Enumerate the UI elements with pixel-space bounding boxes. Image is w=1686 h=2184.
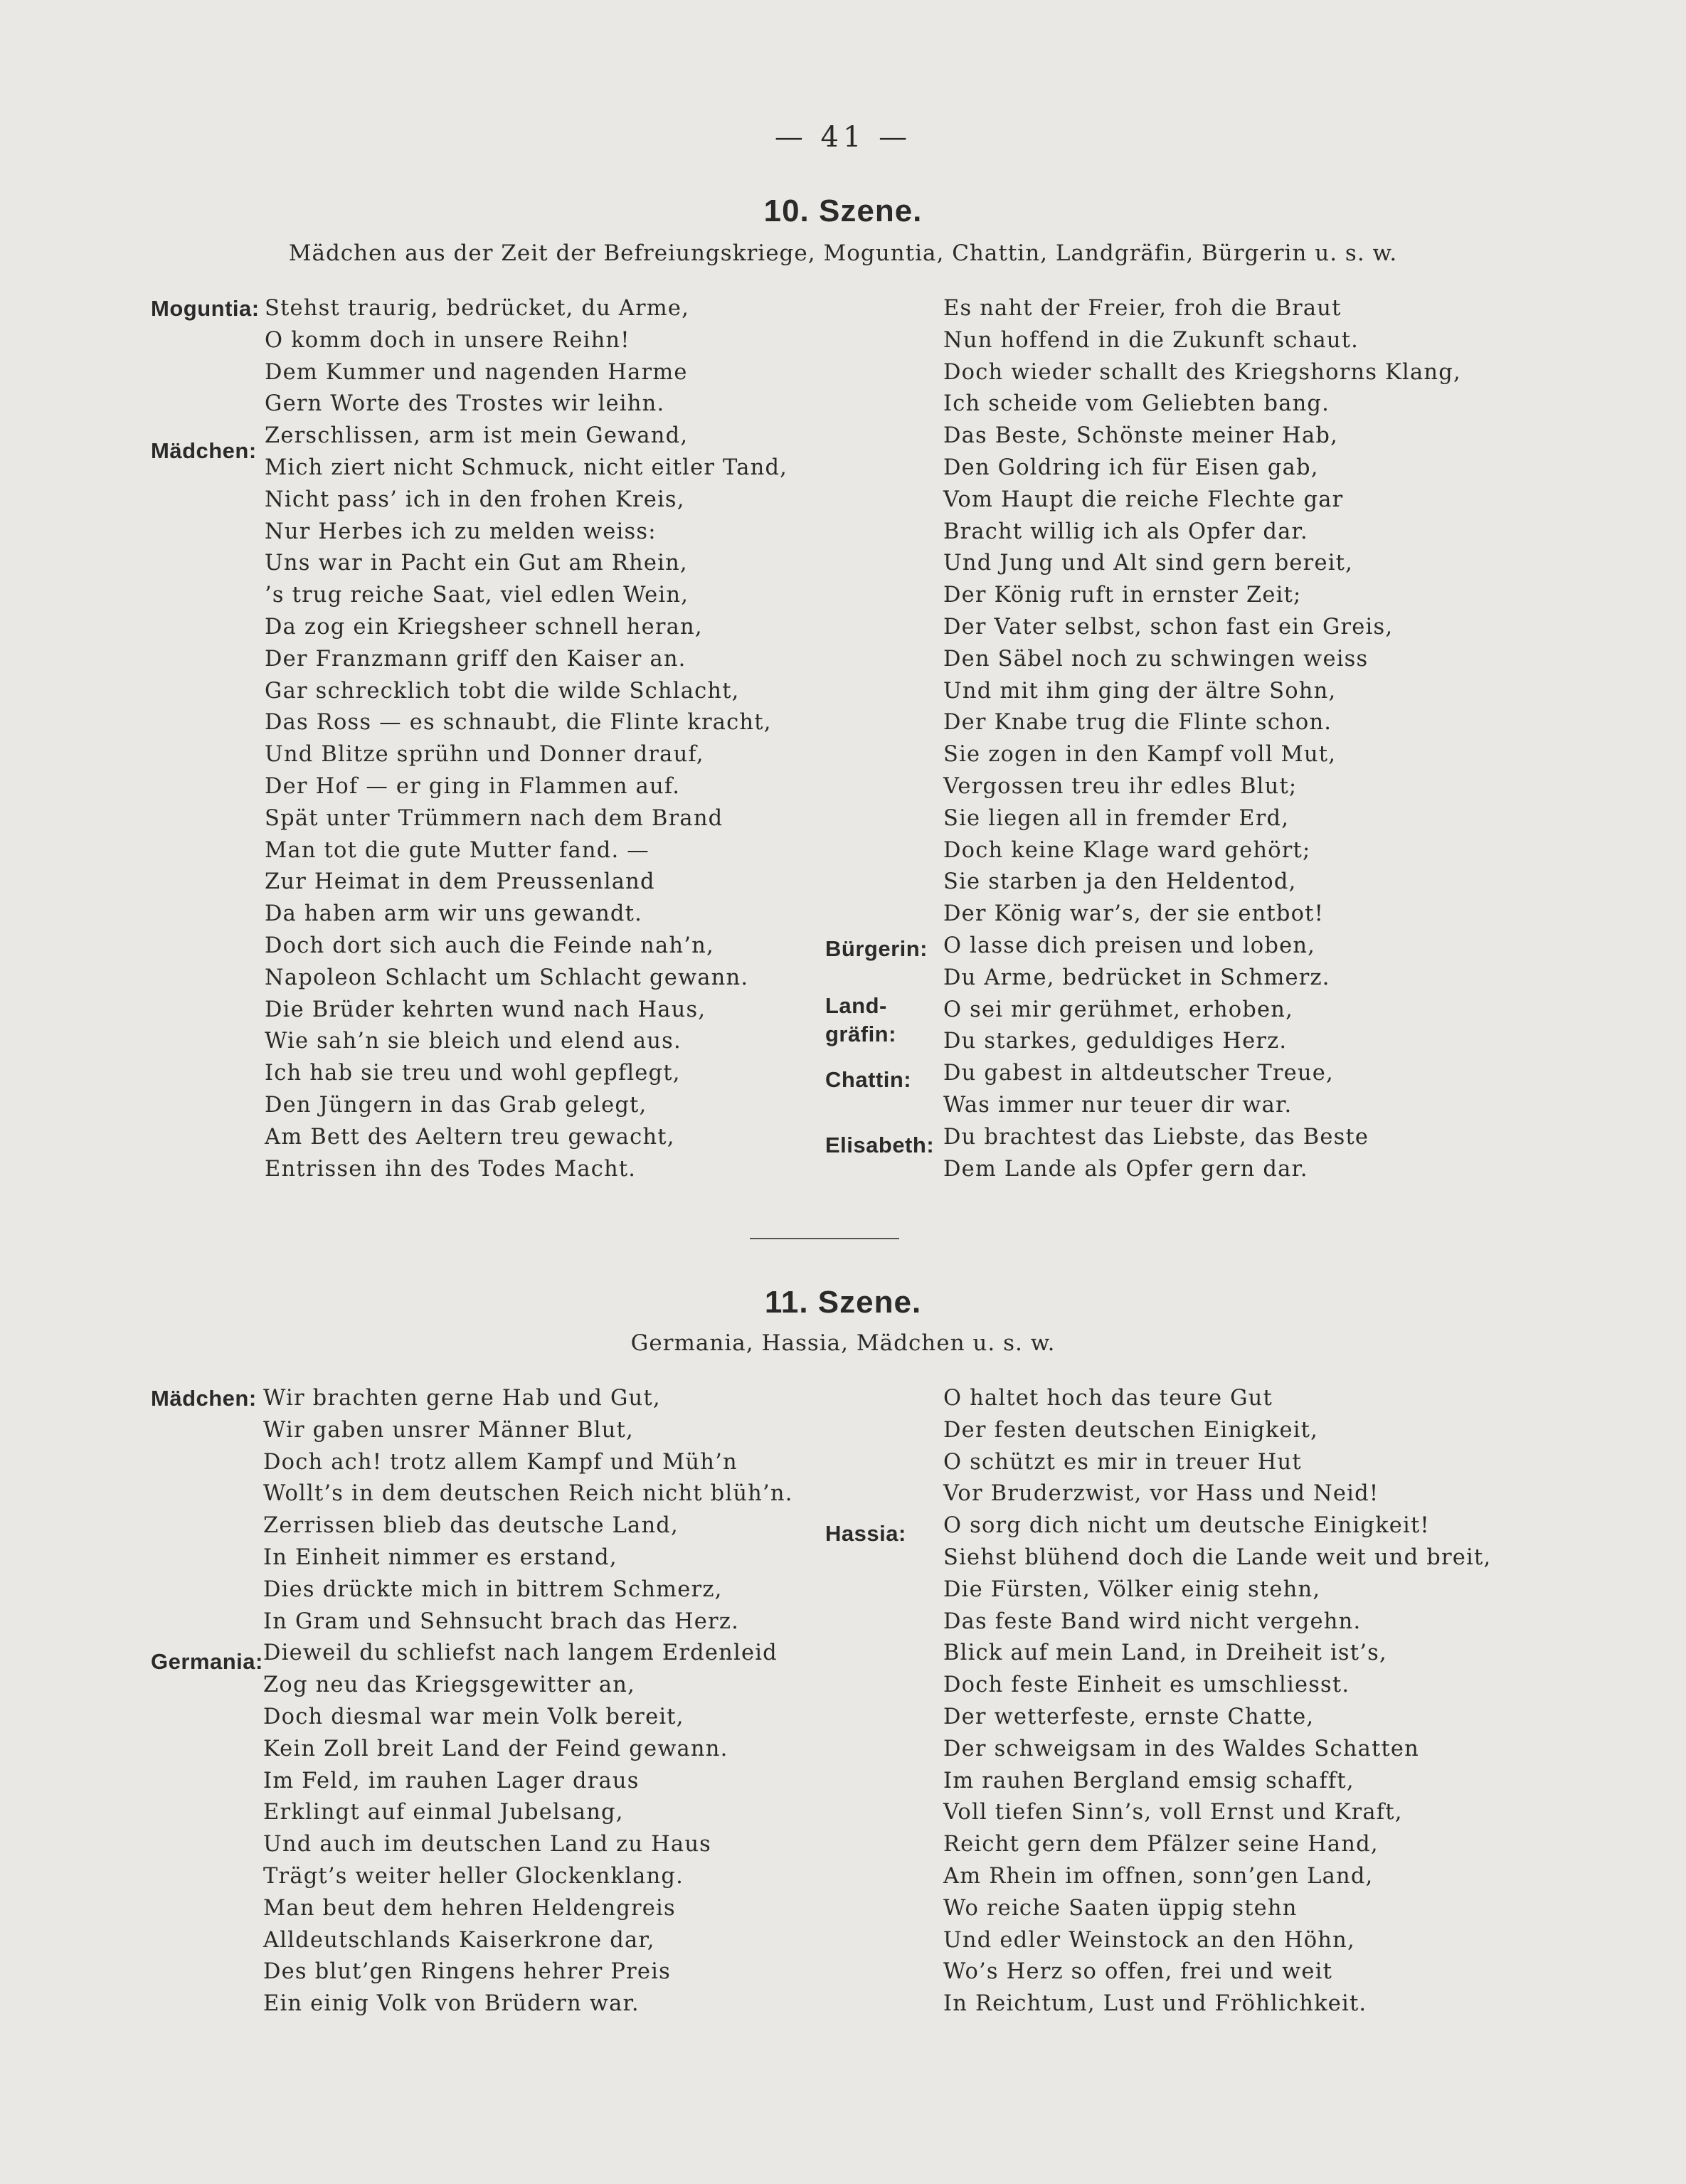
verse-line: Doch diesmal war mein Volk bereit, xyxy=(263,1705,684,1729)
verse-line: Dies drückte mich in bittrem Schmerz, xyxy=(263,1576,723,1602)
verse-line: Du starkes, geduldiges Herz. xyxy=(943,1029,1288,1054)
verse-line: Vom Haupt die reiche Flechte gar xyxy=(943,487,1344,512)
verse-line: Mich ziert nicht Schmuck, nicht eitler Tand, xyxy=(265,455,788,480)
verse-line: Wollt’s in dem deutschen Reich nicht blüh’n. xyxy=(263,1481,793,1507)
verse-line: Doch ach! trotz allem Kampf und Müh’n xyxy=(263,1449,738,1475)
speaker-buergerin: Bürgerin: xyxy=(825,936,928,961)
verse-line: Der Knabe trug die Flinte schon. xyxy=(943,710,1332,736)
verse-line: Trägt’s weiter heller Glockenklang. xyxy=(263,1864,684,1889)
verse-line: Das feste Band wird nicht vergehn. xyxy=(943,1608,1362,1634)
verse-line: ’s trug reiche Saat, viel edlen Wein, xyxy=(265,583,689,608)
verse-line: Gar schrecklich tobt die wilde Schlacht, xyxy=(265,678,740,704)
speaker-maedchen: Mädchen: xyxy=(151,1386,257,1411)
verse-line: O lasse dich preisen und loben, xyxy=(943,933,1316,958)
verse-line: Bracht willig ich als Opfer dar. xyxy=(943,519,1308,544)
verse-line: Das Ross — es schnaubt, die Flinte kracht, xyxy=(265,710,772,736)
speaker-elisabeth: Elisabeth: xyxy=(825,1133,935,1157)
verse-line: Und Blitze sprühn und Donner drauf, xyxy=(265,742,704,768)
verse-line: Der festen deutschen Einigkeit, xyxy=(943,1417,1319,1443)
verse-line: Vor Bruderzwist, vor Hass und Neid! xyxy=(943,1481,1379,1507)
verse-line: Der Franzmann griff den Kaiser an. xyxy=(265,646,686,672)
verse-line: Nur Herbes ich zu melden weiss: xyxy=(265,519,657,544)
verse-line: Man beut dem hehren Heldengreis xyxy=(263,1895,676,1921)
scene-11-cast: Germania, Hassia, Mädchen u. s. w. xyxy=(630,1330,1056,1356)
verse-line: Erklingt auf einmal Jubelsang, xyxy=(263,1800,624,1825)
verse-line: O sorg dich nicht um deutsche Einigkeit! xyxy=(943,1513,1430,1539)
verse-line: Zerschlissen, arm ist mein Gewand, xyxy=(265,423,689,449)
verse-line: Wo’s Herz so offen, frei und weit xyxy=(943,1959,1333,1985)
verse-line: Zerrissen blieb das deutsche Land, xyxy=(263,1513,679,1539)
verse-line: In Reichtum, Lust und Fröhlichkeit. xyxy=(943,1991,1367,2017)
verse-line: Dieweil du schliefst nach langem Erdenleid xyxy=(263,1640,778,1666)
verse-line: Der Vater selbst, schon fast ein Greis, xyxy=(943,615,1394,640)
verse-line: Die Fürsten, Völker einig stehn, xyxy=(943,1576,1321,1602)
verse-line: Zog neu das Kriegsgewitter an, xyxy=(263,1673,636,1698)
scene-11-title: 11. Szene. xyxy=(764,1285,922,1320)
verse-line: Vergossen treu ihr edles Blut; xyxy=(943,774,1298,799)
verse-line: Doch keine Klage ward gehört; xyxy=(943,837,1311,863)
verse-line: Doch feste Einheit es umschliesst. xyxy=(943,1673,1350,1698)
verse-line: Was immer nur teuer dir war. xyxy=(943,1093,1293,1118)
verse-line: Ich scheide vom Geliebten bang. xyxy=(943,391,1330,417)
verse-line: Es naht der Freier, froh die Braut xyxy=(943,296,1342,321)
verse-line: Nun hoffend in die Zukunft schaut. xyxy=(943,327,1359,353)
verse-line: In Gram und Sehnsucht brach das Herz. xyxy=(263,1608,739,1634)
verse-line: Im rauhen Bergland emsig schafft, xyxy=(943,1768,1354,1793)
verse-line: Stehst traurig, bedrücket, du Arme, xyxy=(265,296,690,321)
verse-line: Du Arme, bedrücket in Schmerz. xyxy=(943,965,1330,990)
scene-10-cast: Mädchen aus der Zeit der Befreiungskriege, Moguntia, Chattin, Landgräfin, Bürgerin u. s. w. xyxy=(288,240,1398,266)
verse-line: Dem Kummer und nagenden Harme xyxy=(265,359,688,385)
verse-line: Am Rhein im offnen, sonn’gen Land, xyxy=(943,1864,1374,1889)
verse-line: Dem Lande als Opfer gern dar. xyxy=(943,1156,1308,1182)
verse-line: O schützt es mir in treuer Hut xyxy=(943,1449,1302,1475)
verse-line: Napoleon Schlacht um Schlacht gewann. xyxy=(265,965,749,990)
speaker-germania: Germania: xyxy=(151,1649,263,1674)
verse-line: Der wetterfeste, ernste Chatte, xyxy=(943,1705,1315,1729)
verse-line: Da zog ein Kriegsheer schnell heran, xyxy=(265,615,703,640)
verse-line: Uns war in Pacht ein Gut am Rhein, xyxy=(265,551,688,576)
speaker-chattin: Chattin: xyxy=(825,1067,912,1092)
verse-line: Und auch im deutschen Land zu Haus xyxy=(263,1832,712,1857)
verse-line: Sie zogen in den Kampf voll Mut, xyxy=(943,742,1337,768)
page-number: — 41 — xyxy=(774,121,912,154)
verse-line: Und Jung und Alt sind gern bereit, xyxy=(943,551,1354,576)
verse-line: Doch wieder schallt des Kriegshorns Klang, xyxy=(943,359,1461,385)
verse-line: Man tot die gute Mutter fand. — xyxy=(265,837,650,863)
verse-line: Nicht pass’ ich in den frohen Kreis, xyxy=(265,487,685,512)
scene-10-title: 10. Szene. xyxy=(763,194,923,228)
verse-line: Im Feld, im rauhen Lager draus xyxy=(263,1768,640,1793)
verse-line: O haltet hoch das teure Gut xyxy=(943,1386,1273,1411)
verse-line: Wir brachten gerne Hab und Gut, xyxy=(263,1386,661,1411)
verse-line: Wir gaben unsrer Männer Blut, xyxy=(263,1417,634,1443)
speaker-moguntia: Moguntia: xyxy=(151,296,260,321)
speaker-maedchen: Mädchen: xyxy=(151,438,257,463)
verse-line: Spät unter Trümmern nach dem Brand xyxy=(265,805,723,831)
verse-line: Sie starben ja den Heldentod, xyxy=(943,869,1297,895)
verse-line: Den Goldring ich für Eisen gab, xyxy=(943,455,1319,480)
verse-line: Entrissen ihn des Todes Macht. xyxy=(265,1156,637,1182)
verse-line: Du gabest in altdeutscher Treue, xyxy=(943,1061,1334,1086)
verse-line: Alldeutschlands Kaiserkrone dar, xyxy=(263,1927,655,1953)
verse-line: Blick auf mein Land, in Dreiheit ist’s, xyxy=(943,1640,1387,1666)
verse-line: Die Brüder kehrten wund nach Haus, xyxy=(265,997,706,1022)
verse-line: Wie sah’n sie bleich und elend aus. xyxy=(265,1029,682,1054)
verse-line: Den Säbel noch zu schwingen weiss xyxy=(943,646,1369,672)
verse-line: Sie liegen all in fremder Erd, xyxy=(943,805,1290,831)
verse-line: Den Jüngern in das Grab gelegt, xyxy=(265,1093,647,1118)
verse-line: Und edler Weinstock an den Höhn, xyxy=(943,1927,1355,1953)
verse-line: Doch dort sich auch die Feinde nah’n, xyxy=(265,933,714,958)
verse-line: Du brachtest das Liebste, das Beste xyxy=(943,1124,1369,1150)
verse-line: In Einheit nimmer es erstand, xyxy=(263,1545,617,1570)
verse-line: Siehst blühend doch die Lande weit und breit, xyxy=(943,1545,1492,1570)
verse-line: Der Hof — er ging in Flammen auf. xyxy=(265,774,681,799)
verse-line: Zur Heimat in dem Preussenland xyxy=(265,869,655,895)
speaker-landgraefin-line1: Land- xyxy=(825,993,887,1018)
verse-line: Und mit ihm ging der ältre Sohn, xyxy=(943,678,1337,704)
speaker-landgraefin-line2: gräfin: xyxy=(825,1022,896,1046)
verse-line: Der König war’s, der sie entbot! xyxy=(943,901,1325,927)
verse-line: Ich hab sie treu und wohl gepflegt, xyxy=(265,1061,681,1086)
verse-line: Am Bett des Aeltern treu gewacht, xyxy=(265,1124,675,1150)
verse-line: Da haben arm wir uns gewandt. xyxy=(265,901,643,927)
verse-line: Des blut’gen Ringens hehrer Preis xyxy=(263,1959,671,1985)
verse-line: O komm doch in unsere Reihn! xyxy=(265,327,630,353)
speaker-hassia: Hassia: xyxy=(825,1521,906,1546)
verse-line: O sei mir gerühmet, erhoben, xyxy=(943,997,1294,1022)
verse-line: Gern Worte des Trostes wir leihn. xyxy=(265,391,665,417)
verse-line: Ein einig Volk von Brüdern war. xyxy=(263,1991,640,2017)
verse-line: Kein Zoll breit Land der Feind gewann. xyxy=(263,1736,728,1761)
verse-line: Voll tiefen Sinn’s, voll Ernst und Kraft, xyxy=(943,1800,1403,1825)
verse-line: Der schweigsam in des Waldes Schatten xyxy=(943,1736,1420,1761)
verse-line: Reicht gern dem Pfälzer seine Hand, xyxy=(943,1832,1379,1857)
verse-line: Der König ruft in ernster Zeit; xyxy=(943,583,1302,608)
verse-line: Das Beste, Schönste meiner Hab, xyxy=(943,423,1338,449)
section-divider xyxy=(750,1238,899,1239)
verse-line: Wo reiche Saaten üppig stehn xyxy=(943,1895,1298,1921)
